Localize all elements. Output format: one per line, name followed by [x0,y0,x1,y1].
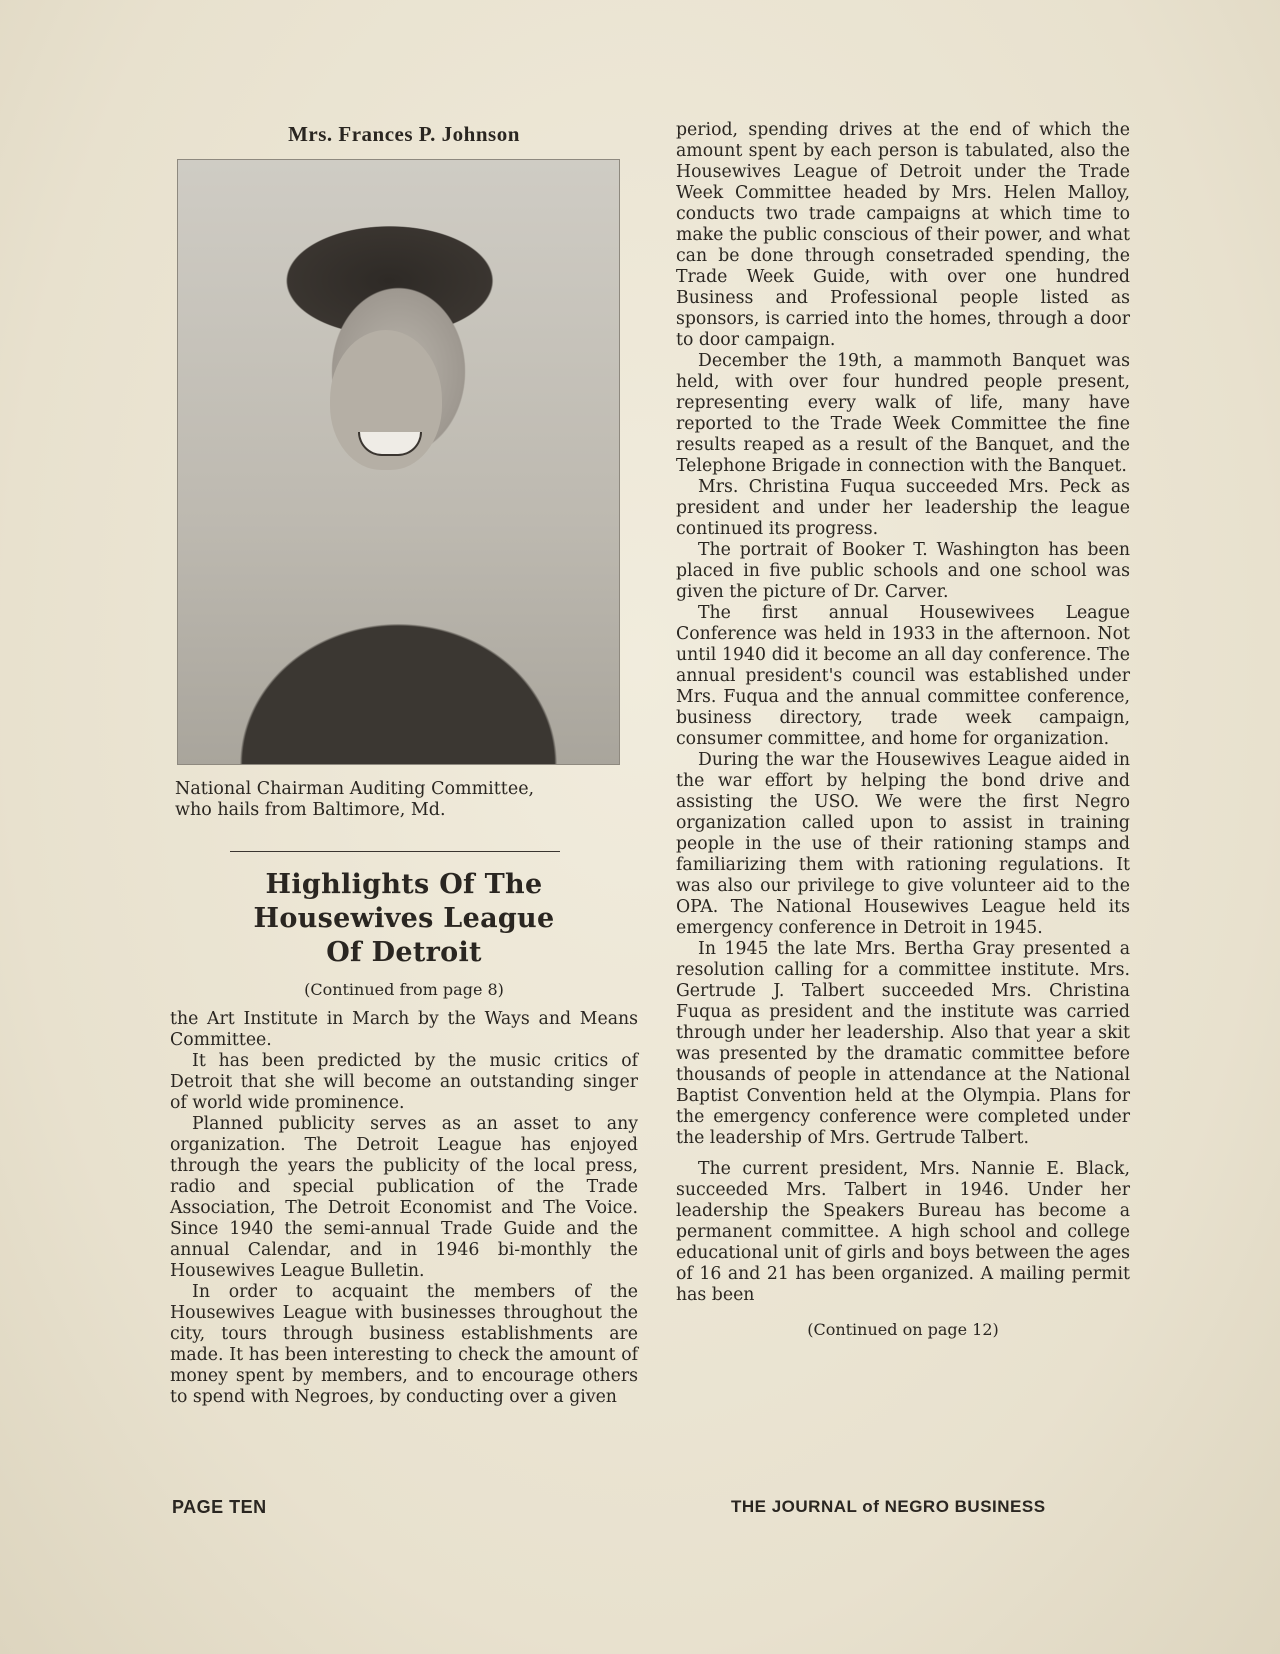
paragraph: It has been predicted by the music critics of Detroit that she will become an outstanding singer of world wide prominence. [170,1051,638,1113]
article-headline [170,868,638,970]
paragraph: During the war the Housewives League aided in the war effort by helping the bond drive and assisting the USO. We were the first Negro organization called upon to assist in training people in the use of their rationing stamps and familiarizing them with rationing regulations. It was also our privilege to give volunteer aid to the OPA. The National Housewives League held its emergency conference in Detroit in 1945. [676,750,1130,938]
right-column [676,120,1130,1339]
headline-line-3: Of Detroit [326,937,482,968]
paragraph: Mrs. Christina Fuqua succeeded Mrs. Peck as president and under her leadership the league continued its progress. [676,477,1130,539]
publication-name: THE JOURNAL of NEGRO BUSINESS [731,1497,1046,1516]
divider-rule [230,851,560,852]
paragraph: The current president, Mrs. Nannie E. Black, succeeded Mrs. Talbert in 1946. Under her leadership the Speakers Bureau has become a permanent committee. A high school and college educational unit of girls and boys between the ages of 16 and 21 has been organized. A mailing permit has been [676,1159,1130,1305]
left-column [170,118,638,1408]
paragraph: period, spending drives at the end of which the amount spent by each person is tabulated, also the Housewives League of Detroit under the Trade Week Committee headed by Mrs. Helen Malloy, conducts two trade campaigns at which time to make the public conscious of their power, and what can be done through consetraded spending, the Trade Week Guide, with over one hundred Business and Professional people listed as sponsors, is carried into the homes, through a door to door campaign. [676,120,1130,350]
page-number-label: PAGE TEN [172,1497,267,1517]
portrait-photo [177,159,620,765]
paragraph: Planned publicity serves as an asset to any organization. The Detroit League has enjoyed through the years the publicity of the local press, radio and special publication of the Trade Association, The Detroit Economist and The Voice. Since 1940 the semi-annual Trade Guide and the annual Calendar, and in 1946 bi-monthly the Housewives League Bulletin. [170,1114,638,1281]
headline-line-2: Housewives League [253,903,555,934]
headline-line-1: Highlights Of The [265,869,543,900]
paragraph: In 1945 the late Mrs. Bertha Gray presented a resolution calling for a committee institute. Mrs. Gertrude J. Talbert succeeded Mrs. Christina Fuqua as president and the institute was carried through under her leadership. Also that year a skit was presented by the dramatic committee before thousands of people in attendance at the National Baptist Convention held at the Olympia. Plans for the emergency conference were completed under the leadership of Mrs. Gertrude Talbert. [676,939,1130,1148]
caption-line-1: National Chairman Auditing Committee, [175,779,535,799]
photo-caption [175,779,638,821]
paragraph: the Art Institute in March by the Ways and Means Committee. [170,1009,638,1050]
left-body-text [170,1009,638,1408]
right-body-text [676,120,1130,1306]
paragraph: The first annual Housewivees League Conference was held in 1933 in the afternoon. Not until 1940 did it become an all day conference. The annual president's council was established under Mrs. Fuqua and the annual committee conference, business directory, trade week campaign, consumer committee, and home for organization. [676,603,1130,749]
paragraph: December the 19th, a mammoth Banquet was held, with over four hundred people present, representing every walk of life, many have reported to the Trade Week Committee the fine results reaped as a result of the Banquet, and the Telephone Brigade in connection with the Banquet. [676,351,1130,476]
paragraph: The portrait of Booker T. Washington has been placed in five public schools and one school was given the picture of Dr. Carver. [676,540,1130,602]
continued-from-note: (Continued from page 8) [304,980,504,999]
photo-name: Mrs. Frances P. Johnson [288,122,520,146]
paragraph: In order to acquaint the members of the Housewives League with businesses throughout the city, tours through business establishments are made. It has been interesting to check the amount of money spent by members, and to encourage others to spend with Negroes, by conducting over a given [170,1282,638,1407]
caption-line-2: who hails from Baltimore, Md. [175,800,446,820]
continued-on-note: (Continued on page 12) [807,1320,999,1339]
